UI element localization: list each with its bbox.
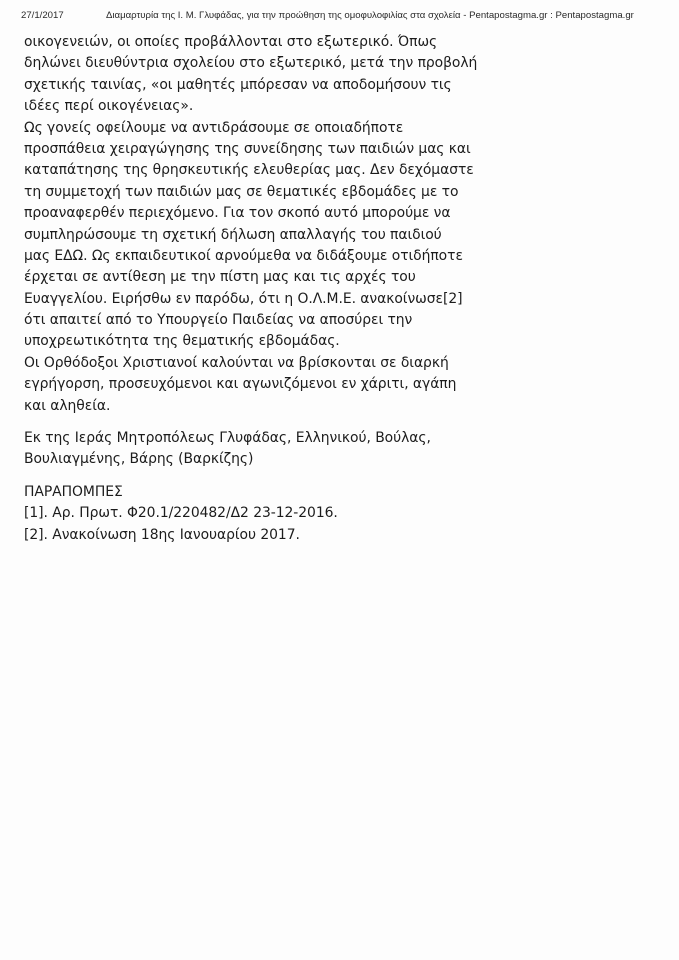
- print-title: Διαμαρτυρία της Ι. Μ. Γλυφάδας, για την προώθηση της ομοφυλοφιλίας στα σχολεία - Pentapostagma.gr : Pentapostagma.gr: [106, 10, 634, 21]
- text-line: σχετικής ταινίας, «οι μαθητές μπόρεσαν να αποδομήσουν τις: [24, 76, 452, 93]
- print-header: [0, 10, 679, 26]
- reference-item: [2]. Ανακοίνωση 18ης Ιανουαρίου 2017.: [24, 526, 300, 543]
- text-line: Ευαγγελίου. Ειρήσθω εν παρόδω, ότι η Ο.Λ.Μ.Ε. ανακοίνωσε[2]: [24, 290, 463, 307]
- text-line: ιδέες περί οικογένειας».: [24, 98, 194, 115]
- paragraph-3: [24, 353, 464, 417]
- spacer: [24, 417, 464, 428]
- article-body: [24, 32, 478, 546]
- signature-line: Εκ της Ιεράς Μητροπόλεως Γλυφάδας, Ελληνικού, Βούλας,: [24, 430, 431, 447]
- signature-block: [24, 428, 464, 471]
- text-line: ότι απαιτεί από το Υπουργείο Παιδείας να αποσύρει την: [24, 312, 413, 329]
- text-line: υποχρεωτικότητα της θεματικής εβδομάδας.: [24, 333, 340, 350]
- text-line: καταπάτησης της θρησκευτικής ελευθερίας μας. Δεν δεχόμαστε: [24, 162, 474, 179]
- print-date: 27/1/2017: [21, 10, 64, 21]
- text-line: και αληθεία.: [24, 397, 111, 414]
- references-heading: ΠΑΡΑΠΟΜΠΕΣ: [24, 483, 123, 500]
- text-line: προαναφερθέν περιεχόμενο. Για τον σκοπό αυτό μπορούμε να: [24, 205, 451, 222]
- paragraph-2: [24, 118, 474, 353]
- reference-item: [1]. Αρ. Πρωτ. Φ20.1/220482/Δ2 23-12-2016.: [24, 505, 338, 522]
- text-line: εγρήγορση, προσευχόμενοι και αγωνιζόμενοι εν χάριτι, αγάπη: [24, 376, 457, 393]
- spacer: [24, 471, 464, 482]
- references-block: [24, 482, 464, 546]
- text-line: οικογενειών, οι οποίες προβάλλονται στο εξωτερικό. Όπως: [24, 34, 438, 50]
- text-line: Ως γονείς οφείλουμε να αντιδράσουμε σε οποιαδήποτε: [24, 119, 404, 136]
- text-line: δηλώνει διευθύντρια σχολείου στο εξωτερικό, μετά την προβολή: [24, 55, 478, 72]
- text-line: Οι Ορθόδοξοι Χριστιανοί καλούνται να βρίσκονται σε διαρκή: [24, 354, 449, 371]
- text-line: προσπάθεια χειραγώγησης της συνείδησης των παιδιών μας και: [24, 140, 471, 157]
- text-line: συμπληρώσουμε τη σχετική δήλωση απαλλαγής του παιδιού: [24, 226, 442, 243]
- paragraph-1: [24, 32, 478, 118]
- text-line: έρχεται σε αντίθεση με την πίστη μας και τις αρχές του: [24, 269, 416, 286]
- text-line: τη συμμετοχή των παιδιών μας σε θεματικές εβδομάδες με το: [24, 183, 459, 200]
- text-line: μας ΕΔΩ. Ως εκπαιδευτικοί αρνούμεθα να διδάξουμε οτιδήποτε: [24, 247, 463, 264]
- signature-line: Βουλιαγμένης, Βάρης (Βαρκίζης): [24, 451, 254, 468]
